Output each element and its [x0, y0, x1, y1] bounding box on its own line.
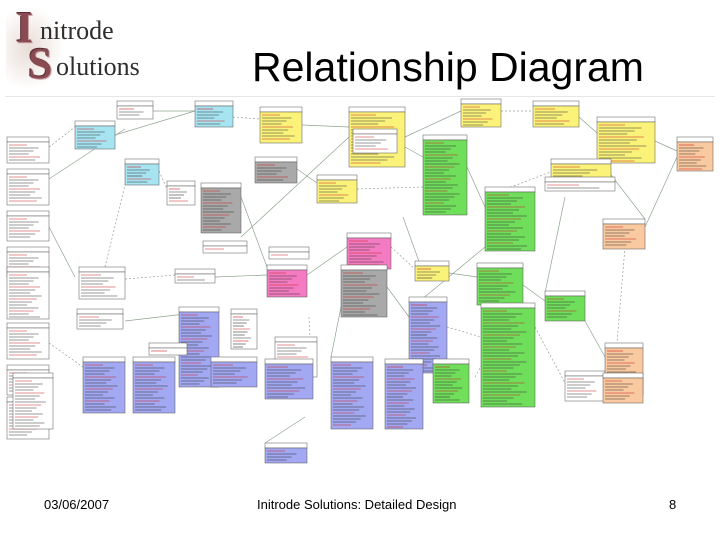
relationship-line — [535, 327, 565, 383]
entity-table — [565, 371, 605, 401]
entity-table — [149, 343, 187, 355]
entity-table — [331, 357, 373, 429]
entity-header — [603, 373, 643, 378]
entity-header — [133, 357, 175, 362]
entity-header — [125, 159, 159, 164]
entity-body — [347, 238, 391, 269]
entity-header — [603, 219, 645, 224]
relationship-line — [617, 247, 625, 343]
relationship-line — [645, 157, 677, 227]
entity-header — [255, 157, 297, 162]
entity-table — [353, 129, 397, 153]
entity-body — [265, 448, 307, 463]
entity-body — [267, 270, 307, 297]
entity-header — [7, 267, 49, 272]
entity-table — [195, 101, 233, 127]
entity-body — [341, 270, 387, 317]
entity-table — [603, 219, 645, 249]
entity-header — [533, 101, 579, 106]
entity-body — [79, 272, 125, 299]
entity-table — [77, 309, 123, 329]
entity-header — [79, 267, 125, 272]
entity-table — [433, 359, 469, 403]
entity-table — [265, 443, 307, 463]
entity-header — [7, 247, 49, 252]
entity-body — [269, 252, 309, 259]
entity-body — [77, 314, 123, 329]
relationship-diagram — [5, 96, 715, 471]
entity-header — [13, 373, 53, 378]
relationship-line — [545, 197, 565, 293]
entity-table — [7, 211, 49, 241]
entity-table — [317, 175, 357, 203]
relationship-line — [585, 321, 605, 357]
entity-table — [117, 101, 153, 119]
relationship-line — [405, 111, 461, 137]
relationship-line — [105, 185, 125, 267]
entity-header — [231, 309, 257, 314]
entity-table — [175, 269, 215, 283]
slide-title: Relationship Diagram — [252, 44, 644, 90]
entity-table — [7, 323, 49, 359]
entity-body — [7, 174, 49, 205]
entity-table — [477, 263, 523, 305]
entity-header — [477, 263, 523, 268]
entity-body — [201, 188, 241, 233]
relationship-line — [159, 171, 167, 189]
entity-header — [75, 121, 115, 126]
entity-body — [175, 274, 215, 283]
company-logo — [6, 3, 166, 88]
entity-table — [231, 309, 257, 349]
entity-body — [133, 362, 175, 413]
relationship-line — [302, 125, 349, 127]
logo-word-olutions: olutions — [56, 52, 140, 81]
footer-date: 03/06/2007 — [44, 497, 110, 512]
entity-header — [260, 107, 302, 112]
entity-header — [461, 99, 501, 104]
entity-body — [149, 348, 187, 355]
entity-table — [7, 267, 49, 319]
entity-table — [269, 247, 309, 259]
relationship-line — [467, 167, 485, 207]
entity-table — [545, 177, 615, 191]
entity-header — [349, 107, 405, 112]
entity-table — [415, 261, 449, 281]
entity-table — [211, 357, 257, 387]
relationship-line — [387, 287, 409, 317]
entity-header — [347, 233, 391, 238]
relationship-line — [125, 275, 175, 279]
entity-header — [385, 359, 423, 364]
entity-header — [149, 343, 187, 348]
entity-body — [385, 364, 423, 429]
entity-header — [545, 291, 585, 296]
entity-body — [75, 126, 115, 149]
entity-header — [267, 265, 307, 270]
entity-table — [265, 359, 313, 399]
entity-header — [7, 323, 49, 328]
relationship-line — [215, 275, 267, 277]
entity-header — [7, 365, 49, 370]
entity-table — [125, 159, 159, 185]
entity-table — [201, 183, 241, 233]
entity-table — [260, 107, 302, 143]
relationship-line — [49, 343, 83, 367]
entity-header — [203, 241, 247, 246]
entity-table — [75, 121, 115, 149]
logo-word-nitrode: nitrode — [40, 16, 114, 45]
entity-body — [461, 104, 501, 127]
relationship-line — [611, 175, 645, 219]
entity-table — [255, 157, 297, 183]
entity-header — [551, 159, 611, 164]
entity-header — [201, 183, 241, 188]
entity-header — [415, 261, 449, 266]
relationship-line — [241, 197, 267, 267]
entity-body — [117, 106, 153, 119]
entity-table — [423, 135, 467, 215]
entity-header — [7, 211, 49, 216]
relationship-line — [49, 227, 75, 277]
entity-table — [385, 359, 423, 429]
entity-header — [83, 357, 125, 362]
relationship-line — [523, 285, 545, 301]
relationship-line — [403, 217, 421, 267]
entity-header — [331, 357, 373, 362]
entity-body — [83, 362, 125, 413]
entity-header — [481, 303, 535, 308]
footer-presentation-title: Initrode Solutions: Detailed Design — [257, 497, 457, 512]
entity-table — [167, 181, 195, 205]
page-number: 8 — [669, 497, 677, 512]
entity-header — [353, 129, 397, 134]
entity-table — [677, 137, 713, 171]
entity-table — [533, 101, 579, 127]
relationship-line — [405, 147, 423, 157]
entity-table — [481, 303, 535, 407]
entity-header — [7, 137, 49, 142]
entity-table — [545, 291, 585, 321]
entity-body — [13, 378, 53, 429]
entity-body — [477, 268, 523, 305]
entity-body — [7, 272, 49, 319]
entity-header — [485, 187, 535, 192]
entity-table — [347, 233, 391, 269]
entity-table — [203, 241, 247, 253]
relationship-line — [579, 117, 597, 133]
relationship-line — [447, 327, 481, 337]
erd-canvas — [5, 97, 715, 471]
entity-header — [409, 297, 447, 302]
entity-table — [341, 265, 387, 317]
entity-header — [677, 137, 713, 142]
entity-header — [317, 175, 357, 180]
logo-initial-s: S — [28, 39, 53, 88]
entity-body — [317, 180, 357, 203]
entity-table — [7, 137, 49, 163]
entity-header — [423, 135, 467, 140]
entity-header — [433, 359, 469, 364]
entity-header — [545, 177, 615, 182]
entity-body — [203, 246, 247, 253]
entity-header — [77, 309, 123, 314]
entity-header — [7, 169, 49, 174]
relationship-line — [233, 117, 260, 119]
entity-body — [415, 266, 449, 281]
relationship-line — [655, 141, 677, 151]
entity-header — [341, 265, 387, 270]
entity-table — [83, 357, 125, 413]
entity-table — [603, 373, 643, 403]
entity-header — [597, 117, 655, 122]
entity-header — [195, 101, 233, 106]
relationship-line — [357, 187, 423, 189]
entity-header — [265, 359, 313, 364]
entity-header — [565, 371, 605, 376]
entity-table — [267, 265, 307, 297]
entity-table — [7, 169, 49, 205]
entity-body — [7, 328, 49, 359]
relationship-line — [391, 247, 415, 269]
entity-header — [167, 181, 195, 186]
entity-header — [175, 269, 215, 274]
entity-header — [179, 307, 219, 312]
entity-table — [13, 373, 53, 429]
logo-initial-i: I — [16, 3, 34, 52]
entity-header — [269, 247, 309, 252]
entity-header — [211, 357, 257, 362]
entity-header — [605, 343, 643, 348]
entity-body — [260, 112, 302, 143]
entity-table — [485, 187, 535, 251]
entity-header — [275, 337, 317, 342]
entity-body — [545, 182, 615, 191]
relationship-line — [265, 417, 305, 443]
relationship-line — [49, 127, 75, 147]
entity-table — [597, 117, 655, 163]
entity-header — [265, 443, 307, 448]
entity-body — [423, 140, 467, 215]
entity-body — [677, 142, 713, 171]
entity-header — [117, 101, 153, 106]
entity-table — [79, 267, 125, 299]
entity-table — [133, 357, 175, 413]
entity-table — [461, 99, 501, 127]
